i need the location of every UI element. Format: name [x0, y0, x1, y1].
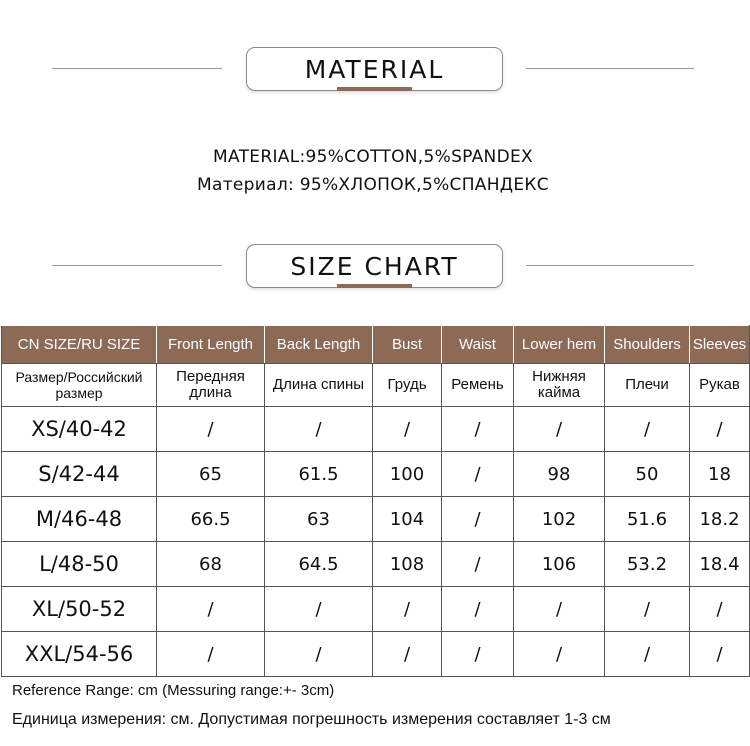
header-cell-ru: Рукав — [690, 364, 750, 407]
table-cell: / — [442, 407, 514, 452]
divider-line — [52, 68, 222, 69]
table-cell: / — [442, 587, 514, 632]
table-cell: / — [690, 587, 750, 632]
table-cell: / — [442, 632, 514, 677]
table-cell: / — [442, 497, 514, 542]
table-cell: 104 — [373, 497, 442, 542]
table-cell: 98 — [514, 452, 605, 497]
divider-line — [526, 265, 694, 266]
table-cell: / — [605, 407, 690, 452]
table-row — [2, 542, 750, 587]
table-row — [2, 452, 750, 497]
table-cell: / — [605, 632, 690, 677]
table-cell: 61.5 — [265, 452, 373, 497]
table-cell: 18.4 — [690, 542, 750, 587]
table-cell: / — [373, 587, 442, 632]
table-cell: 50 — [605, 452, 690, 497]
header-cell-ru: Размер/Российский размер — [2, 364, 157, 407]
table-cell: / — [373, 407, 442, 452]
table-cell: / — [265, 407, 373, 452]
table-row — [2, 632, 750, 677]
divider-line — [526, 68, 694, 69]
table-cell: / — [514, 632, 605, 677]
reference-range-note: Reference Range: cm (Messuring range:+- 3cm) — [12, 682, 335, 699]
table-cell: / — [442, 452, 514, 497]
table-cell: 108 — [373, 542, 442, 587]
size-chart-table — [1, 325, 750, 677]
table-row — [2, 497, 750, 542]
header-cell: Lower hem — [514, 326, 605, 364]
header-cell: Waist — [442, 326, 514, 364]
table-cell: / — [373, 632, 442, 677]
material-section-header — [0, 47, 750, 97]
table-header-row-en — [2, 326, 750, 364]
size-chart-section-header — [0, 244, 750, 294]
table-row — [2, 587, 750, 632]
size-cell: L/48-50 — [2, 542, 157, 587]
table-cell: / — [157, 632, 265, 677]
table-cell: / — [514, 587, 605, 632]
header-cell: Front Length — [157, 326, 265, 364]
material-title: MATERIAL — [246, 47, 503, 91]
size-cell: XXL/54-56 — [2, 632, 157, 677]
header-cell-ru: Нижняя кайма — [514, 364, 605, 407]
material-text-en: MATERIAL:95%COTTON,5%SPANDEX — [213, 147, 533, 167]
table-cell: 102 — [514, 497, 605, 542]
header-cell: Back Length — [265, 326, 373, 364]
size-chart-title: SIZE CHART — [246, 244, 503, 288]
size-cell: XL/50-52 — [2, 587, 157, 632]
size-cell: M/46-48 — [2, 497, 157, 542]
table-cell: / — [157, 407, 265, 452]
table-cell: 63 — [265, 497, 373, 542]
table-cell: 106 — [514, 542, 605, 587]
table-cell: / — [442, 542, 514, 587]
table-cell: 18 — [690, 452, 750, 497]
header-cell: Bust — [373, 326, 442, 364]
table-cell: / — [690, 407, 750, 452]
table-cell: 53.2 — [605, 542, 690, 587]
table-cell: 65 — [157, 452, 265, 497]
table-cell: / — [605, 587, 690, 632]
table-cell: 51.6 — [605, 497, 690, 542]
header-cell-ru: Передняя длина — [157, 364, 265, 407]
title-accent-bar — [337, 284, 412, 288]
table-cell: / — [514, 407, 605, 452]
table-cell: 66.5 — [157, 497, 265, 542]
table-cell: / — [690, 632, 750, 677]
header-cell-ru: Ремень — [442, 364, 514, 407]
size-cell: S/42-44 — [2, 452, 157, 497]
table-cell: 64.5 — [265, 542, 373, 587]
header-cell: CN SIZE/RU SIZE — [2, 326, 157, 364]
table-row — [2, 407, 750, 452]
material-text-ru: Материал: 95%ХЛОПОК,5%СПАНДЕКС — [197, 175, 549, 195]
header-cell: Sleeves — [690, 326, 750, 364]
header-cell: Shoulders — [605, 326, 690, 364]
table-cell: 18.2 — [690, 497, 750, 542]
header-cell-ru: Плечи — [605, 364, 690, 407]
title-accent-bar — [337, 87, 412, 91]
table-cell: / — [157, 587, 265, 632]
divider-line — [52, 265, 222, 266]
table-cell: / — [265, 587, 373, 632]
table-cell: / — [265, 632, 373, 677]
size-cell: XS/40-42 — [2, 407, 157, 452]
reference-range-note-ru: Единица измерения: см. Допустимая погрешность измерения составляет 1-3 см — [12, 711, 611, 728]
table-header-row-ru — [2, 364, 750, 407]
table-cell: 100 — [373, 452, 442, 497]
table-cell: 68 — [157, 542, 265, 587]
header-cell-ru: Грудь — [373, 364, 442, 407]
header-cell-ru: Длина спины — [265, 364, 373, 407]
